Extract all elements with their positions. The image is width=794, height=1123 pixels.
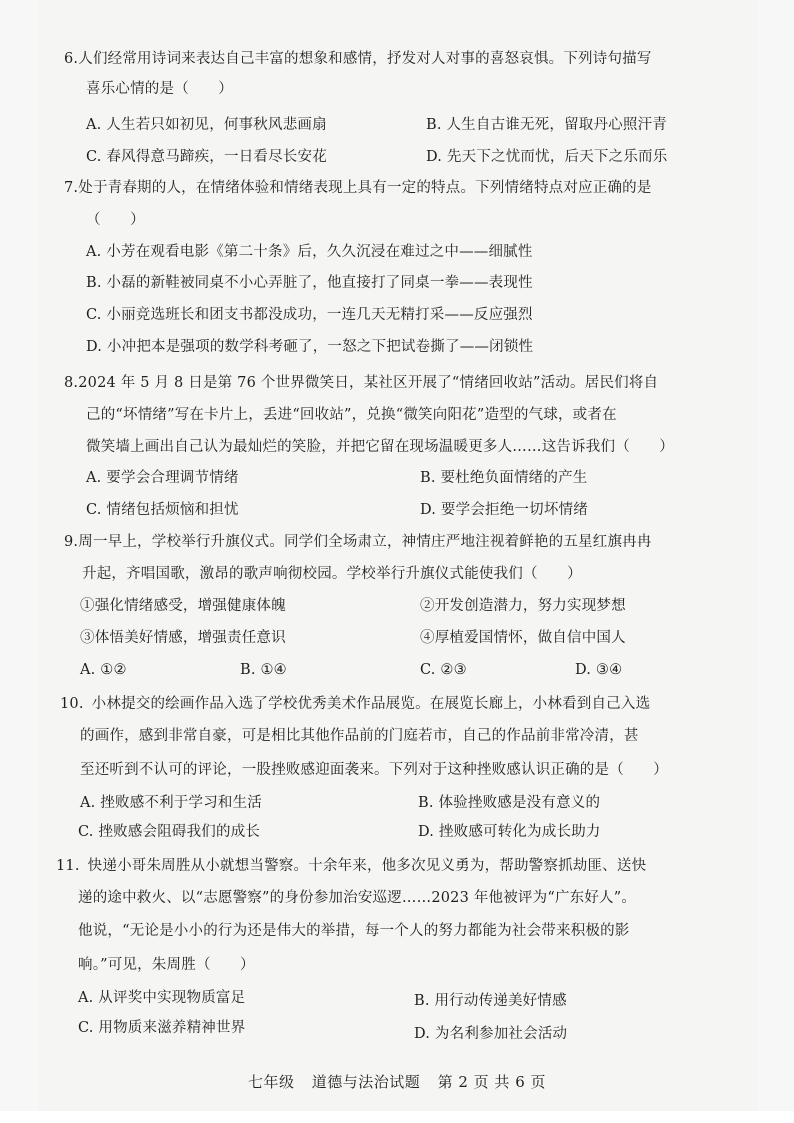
- page-footer: [0, 1071, 794, 1092]
- q8-stem-line2: 己的“坏情绪”写在卡片上，丢进“回收站”，兑换“微笑向阳花”造型的气球，或者在: [86, 407, 617, 423]
- q9-number: 9.: [64, 534, 79, 550]
- q11-stem-line1: 11. 快递小哥朱周胜从小就想当警察。十余年来，他多次见义勇为，帮助警察抓劫匪、送快: [56, 858, 647, 874]
- q11-option-d: D. 为名利参加社会活动: [414, 1026, 568, 1042]
- q7-option-b: B. 小磊的新鞋被同桌不小心弄脏了，他直接打了同桌一拳——表现性: [86, 275, 533, 291]
- q7-option-c: C. 小丽竞选班长和团支书都没成功，一连几天无精打采——反应强烈: [86, 307, 533, 323]
- q6-number: 6.: [64, 51, 79, 67]
- q7-number: 7.: [64, 180, 79, 196]
- q7-stem-line2: （ ）: [86, 212, 145, 228]
- q6-option-a: A. 人生若只如初见，何事秋风悲画扇: [86, 117, 327, 133]
- q11-option-b: B. 用行动传递美好情感: [414, 993, 567, 1009]
- q8-number: 8.: [64, 375, 79, 391]
- q7-option-a: A. 小芳在观看电影《第二十条》后，久久沉浸在难过之中——细腻性: [86, 244, 533, 260]
- q9-option-b: B. ①④: [240, 662, 287, 678]
- q6-option-b: B. 人生自古谁无死，留取丹心照汗青: [426, 117, 667, 133]
- q10-option-c: C. 挫败感会阻碍我们的成长: [78, 824, 261, 840]
- q9-option-a: A. ①②: [80, 662, 127, 678]
- footer-subject: 道德与法治试题: [311, 1073, 421, 1091]
- q11-stem-line2: 递的途中救火、以“志愿警察”的身份参加治安巡逻……2023 年他被评为“广东好人”。: [78, 890, 637, 906]
- q11-stem-line4: 响。”可见，朱周胜（ ）: [78, 957, 255, 973]
- q10-stem-line3: 至还听到不认可的评论，一股挫败感迎面袭来。下列对于这种挫败感认识正确的是（ ）: [80, 762, 668, 778]
- q6-stem-line2: 喜乐心情的是（ ）: [86, 81, 233, 97]
- q6-option-d: D. 先天下之忧而忧，后天下之乐而乐: [426, 149, 668, 165]
- q8-option-c: C. 情绪包括烦恼和担忧: [86, 502, 239, 518]
- scan-margin-left: [0, 0, 38, 1123]
- q10-option-b: B. 体验挫败感是没有意义的: [418, 795, 601, 811]
- q11-option-c: C. 用物质来滋养精神世界: [78, 1020, 246, 1036]
- scan-margin-bottom: [0, 1111, 794, 1123]
- q9-stem-line1: 9.周一早上，学校举行升旗仪式。同学们全场肃立，神情庄严地注视着鲜艳的五星红旗冉冉: [64, 534, 652, 550]
- q8-option-b: B. 要杜绝负面情绪的产生: [420, 470, 588, 486]
- q9-item-3: ③体悟美好情感，增强责任意识: [80, 630, 286, 646]
- q6-option-c: C. 春风得意马蹄疾，一日看尽长安花: [86, 149, 327, 165]
- q9-stem-line2: 升起，齐唱国歌，激昂的歌声响彻校园。学校举行升旗仪式能使我们（ ）: [82, 566, 582, 582]
- q10-number: 10.: [60, 696, 84, 712]
- q9-option-c: C. ②③: [420, 662, 467, 678]
- q6-stem-line1: 6.人们经常用诗词来表达自己丰富的想象和感情，抒发对人对事的喜怒哀惧。下列诗句描写: [64, 51, 652, 67]
- footer-page-number: 第 2 页 共 6 页: [437, 1073, 547, 1091]
- q11-stem-line3: 他说，“无论是小小的行为还是伟大的举措，每一个人的努力都能为社会带来积极的影: [78, 923, 630, 939]
- q7-option-d: D. 小冲把本是强项的数学科考砸了，一怒之下把试卷撕了——闭锁性: [86, 339, 534, 355]
- q8-stem-line3: 微笑墙上画出自己认为最灿烂的笑脸，并把它留在现场温暖更多人……这告诉我们（ ）: [86, 439, 674, 455]
- q8-option-a: A. 要学会合理调节情绪: [86, 470, 239, 486]
- q10-option-d: D. 挫败感可转化为成长助力: [418, 824, 601, 840]
- q9-item-2: ②开发创造潜力，努力实现梦想: [420, 598, 626, 614]
- q11-option-a: A. 从评奖中实现物质富足: [78, 990, 246, 1006]
- q7-stem-line1: 7.处于青春期的人，在情绪体验和情绪表现上具有一定的特点。下列情绪特点对应正确的是: [64, 180, 652, 196]
- footer-grade: 七年级: [247, 1073, 295, 1091]
- q10-stem-line1: 10. 小林提交的绘画作品入选了学校优秀美术作品展览。在展览长廊上，小林看到自己入选: [60, 696, 651, 712]
- q8-stem-line1: 8.2024 年 5 月 8 日是第 76 个世界微笑日，某社区开展了“情绪回收站”活动。居民们将自: [64, 375, 659, 391]
- q11-number: 11.: [56, 858, 80, 874]
- q9-item-4: ④厚植爱国情怀，做自信中国人: [420, 630, 626, 646]
- q10-option-a: A. 挫败感不利于学习和生活: [80, 795, 262, 811]
- q8-option-d: D. 要学会拒绝一切坏情绪: [420, 502, 588, 518]
- q9-option-d: D. ③④: [575, 662, 623, 678]
- q10-stem-line2: 的画作，感到非常自豪，可是相比其他作品前的门庭若市，自己的作品前非常冷清，甚: [80, 728, 639, 744]
- scan-margin-right: [758, 0, 794, 1123]
- q9-item-1: ①强化情绪感受，增强健康体魄: [80, 598, 286, 614]
